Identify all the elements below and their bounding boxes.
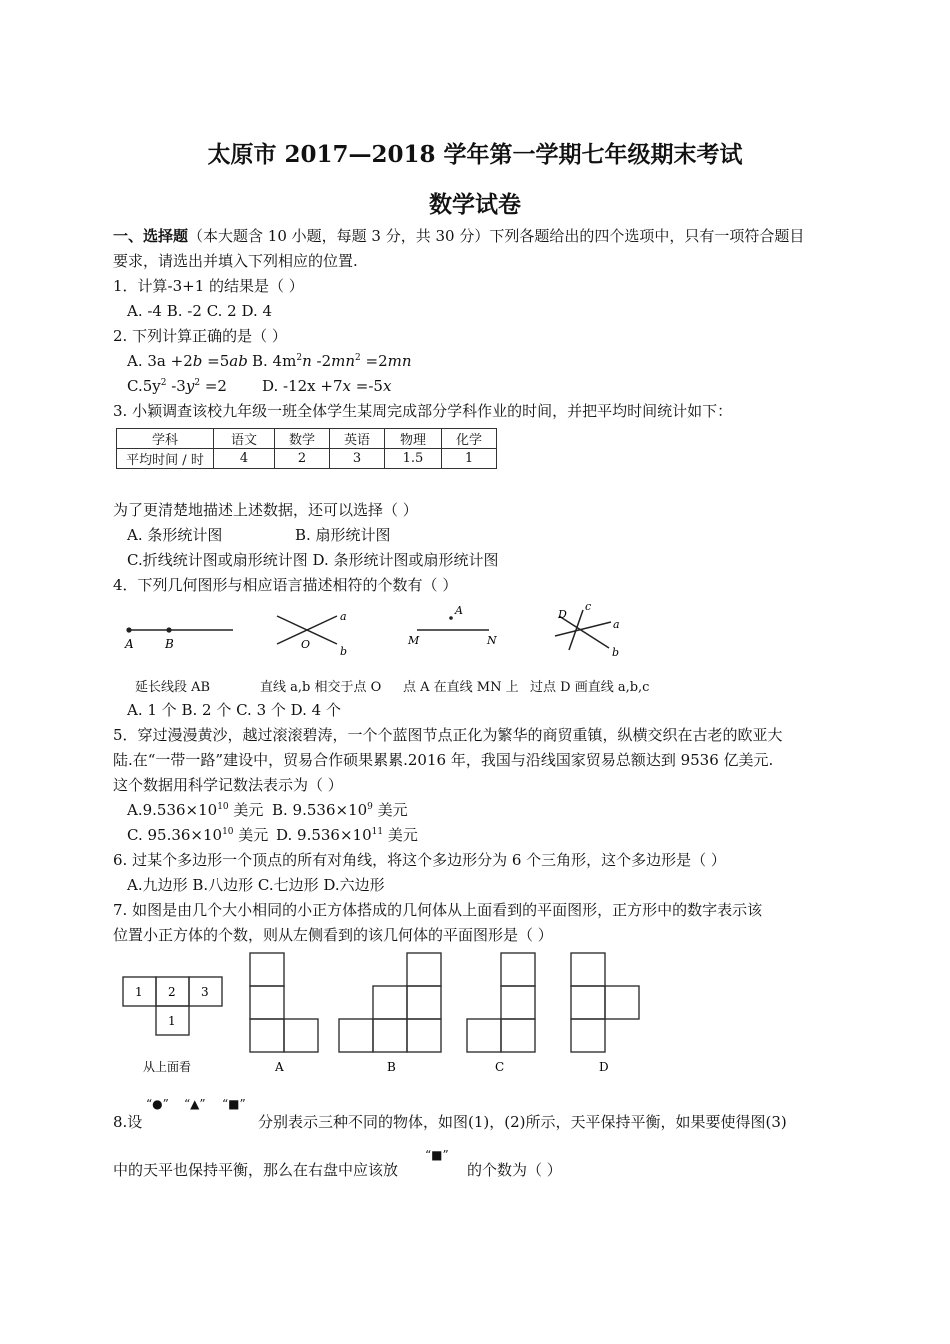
q1-options: A. -4 B. -2 C. 2 D. 4 xyxy=(127,302,273,320)
section-intro-line1: 一、选择题（本大题含 10 小题，每题 3 分，共 30 分）下列各题给出的四个选项中，只有一项符合题目 xyxy=(113,227,805,245)
q3-time-table xyxy=(116,428,497,469)
q7-line2: 位置小正方体的个数，则从左侧看到的该几何体的平面图形是（ ） xyxy=(113,926,553,944)
q3-option-cd: C.折线统计图或扇形统计图 D. 条形统计图或扇形统计图 xyxy=(127,551,499,569)
table-cell: 3 xyxy=(330,449,385,469)
q4-caption-3: 点 A 在直线 MN 上 xyxy=(403,680,519,695)
q3-follow: 为了更清楚地描述上述数据，还可以选择（ ） xyxy=(113,501,418,519)
q2-option-d: D. -12x +7x =-5x xyxy=(262,377,392,395)
table-cell: 4 xyxy=(214,449,275,469)
figure-three-lines-through-d xyxy=(555,600,620,659)
q3-option-b: B. 扇形统计图 xyxy=(295,526,391,544)
choice-label: A xyxy=(275,1060,284,1074)
table-cell: 1 xyxy=(442,449,497,469)
q4-options: A. 1 个 B. 2 个 C. 3 个 D. 4 个 xyxy=(127,701,341,719)
label-point-a: A xyxy=(455,604,463,617)
choice-label: C xyxy=(495,1060,505,1074)
table-cell: 语文 xyxy=(214,429,275,449)
table-cell: 物理 xyxy=(385,429,442,449)
choice-a-shape xyxy=(250,953,318,1052)
label-m: M xyxy=(408,634,420,647)
choice-label: B xyxy=(387,1060,396,1074)
choice-c-shape xyxy=(467,953,535,1052)
label-line-b: b xyxy=(340,645,348,658)
q4-stem: 4．下列几何图形与相应语言描述相符的个数有（ ） xyxy=(113,576,458,594)
figure-point-and-line xyxy=(407,604,497,647)
label-line-a: a xyxy=(340,610,347,623)
table-row xyxy=(117,449,497,469)
top-view-caption: 从上面看 xyxy=(143,1060,192,1074)
q3-stem: 3. 小颖调查该校九年级一班全体学生某周完成部分学科作业的时间，并把平均时间统计如下： xyxy=(113,402,733,420)
label-point-d: D xyxy=(558,608,567,621)
table-cell: 1.5 xyxy=(385,449,442,469)
label-n: N xyxy=(487,634,497,647)
q8-line1-rest: 分别表示三种不同的物体，如图(1)，(2)所示，天平保持平衡，如果要使得图(3) xyxy=(258,1113,787,1131)
q8-line2-b: 的个数为（ ） xyxy=(467,1161,562,1179)
table-cell: 英语 xyxy=(330,429,385,449)
q2-option-c: $C.5y^2$ $-3y^2 =2$ xyxy=(127,377,227,395)
choice-b-shape xyxy=(339,953,441,1052)
q5-option-c: C. $95.36\times 10^{10}$ 美元 xyxy=(127,826,269,844)
top-view-number: 3 xyxy=(201,985,209,999)
q5-line2: 陆.在“一带一路”建设中，贸易合作硕果累累.2016 年，我国与沿线国家贸易总额达到 9536 亿美元. xyxy=(113,751,774,769)
figure-intersecting-lines xyxy=(277,610,347,658)
q2-stem: 2. 下列计算正确的是（ ） xyxy=(113,327,287,345)
section-intro-line2: 要求，请选出并填入下列相应的位置. xyxy=(113,252,358,270)
top-view-number: 1 xyxy=(135,985,143,999)
q5-line1: 5．穿过漫漫黄沙，越过滚滚碧涛，一个个蓝图节点正化为繁华的商贸重镇，纵横交织在古老的欧亚大 xyxy=(113,726,783,744)
q1-stem: 1．计算-3+1 的结果是（ ） xyxy=(113,277,304,295)
square-symbol: “■” xyxy=(222,1097,246,1111)
table-cell: 化学 xyxy=(442,429,497,449)
choice-label: D xyxy=(599,1060,609,1074)
page-title: 太原市 2017—2018 学年第一学期七年级期末考试 xyxy=(207,141,743,168)
label-line-c: c xyxy=(585,600,592,613)
q6-options: A.九边形 B.八边形 C.七边形 D.六边形 xyxy=(127,876,385,894)
table-cell: 2 xyxy=(275,449,330,469)
q4-caption-2: 直线 a,b 相交于点 O xyxy=(260,680,382,695)
q5-option-b: B. $9.536\times 10^9$ 美元 xyxy=(272,801,408,819)
top-view-number: 1 xyxy=(168,1014,176,1028)
q8-prefix: 8.设 xyxy=(113,1113,143,1131)
q4-caption-4: 过点 D 画直线 a,b,c xyxy=(530,680,650,695)
square-symbol: “■” xyxy=(425,1148,449,1162)
circle-symbol: “●” xyxy=(146,1097,169,1111)
table-cell: 平均时间 / 时 xyxy=(117,449,214,469)
q2-option-a: A. 3a +2b =5ab xyxy=(127,352,248,370)
label-line-b2: b xyxy=(612,646,620,659)
choice-d-shape xyxy=(571,953,639,1052)
q8-line2-a: 中的天平也保持平衡，那么在右盘中应该放 xyxy=(113,1161,399,1179)
table-header-row xyxy=(117,429,497,449)
top-view-number: 2 xyxy=(168,985,176,999)
table-cell: 数学 xyxy=(275,429,330,449)
q7-figures xyxy=(115,945,655,1080)
triangle-symbol: “▲” xyxy=(184,1097,206,1111)
q7-line1: 7. 如图是由几个大小相同的小正方体搭成的几何体从上面看到的平面图形，正方形中的数字表示该 xyxy=(113,901,763,919)
q5-option-a: $A.9.536\times 10^{10}$ 美元 xyxy=(127,801,264,819)
q4-caption-1: 延长线段 AB xyxy=(135,680,211,695)
q5-line3: 这个数据用科学记数法表示为（ ） xyxy=(113,776,343,794)
section-heading: 一、选择题 xyxy=(113,227,189,245)
label-a: A xyxy=(125,637,134,651)
label-b: B xyxy=(165,637,174,651)
page-subtitle: 数学试卷 xyxy=(429,191,521,218)
label-point-o: O xyxy=(301,638,311,651)
q2-option-b: B. $4m^2n$ $-2mn^2 =2mn$ xyxy=(252,352,412,370)
figure-segment-ab xyxy=(124,627,233,651)
q3-option-a: A. 条形统计图 xyxy=(127,526,223,544)
q5-option-d: D. $9.536\times 10^{11}$ 美元 xyxy=(276,826,418,844)
q6-stem: 6. 过某个多边形一个顶点的所有对角线，将这个多边形分为 6 个三角形，这个多边形是（ ） xyxy=(113,851,726,869)
label-line-a2: a xyxy=(613,618,620,631)
table-cell: 学科 xyxy=(117,429,214,449)
